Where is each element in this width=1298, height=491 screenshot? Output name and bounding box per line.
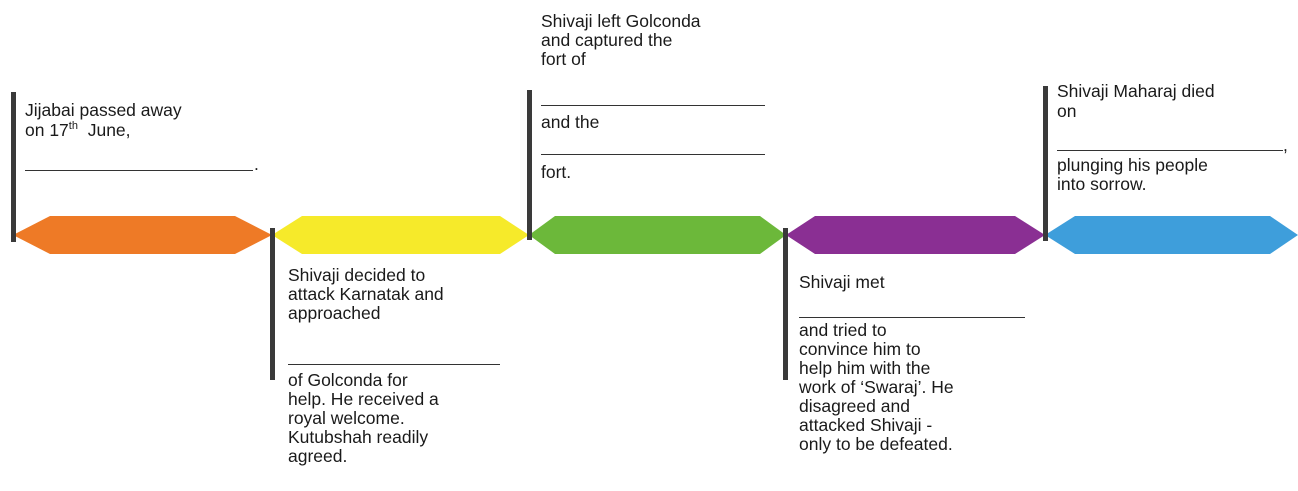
fill-in-blank — [1057, 150, 1283, 151]
event-karnatak-text-before: Shivaji decided to attack Karnatak and approached — [288, 265, 444, 323]
event-jijabai-date-prefix: on 17 — [25, 120, 69, 140]
timeline-marker-4 — [783, 228, 788, 380]
event-met-text-after: and tried to convince him to help him with the work of ‘Swaraj’. He disagreed and attacked Shivaji - only to be defeated. — [799, 320, 954, 454]
event-jijabai-date-sup: th — [68, 120, 78, 133]
fill-in-blank — [541, 105, 765, 106]
blank-end-punct: . — [254, 154, 259, 174]
fill-in-blank — [25, 170, 253, 171]
timeline-marker-2 — [270, 228, 275, 380]
event-jijabai-date-suffix: June, — [77, 120, 131, 140]
blank-end-punct: , — [1283, 135, 1288, 155]
timeline-segment-1 — [13, 216, 272, 254]
timeline-segment-4 — [786, 216, 1045, 254]
timeline-marker-3 — [527, 90, 532, 240]
event-jijabai-line1: Jijabai passed away — [25, 100, 182, 120]
timeline-segment-3 — [529, 216, 786, 254]
timeline-segment-2 — [272, 216, 529, 254]
event-died-text-after: plunging his people into sorrow. — [1057, 155, 1208, 194]
event-golconda-text-before: Shivaji left Golconda and captured the fort of — [541, 11, 701, 69]
event-died-line2: on — [1057, 101, 1077, 121]
fill-in-blank — [541, 154, 765, 155]
timeline-marker-1 — [11, 92, 16, 242]
fill-in-blank — [288, 364, 500, 365]
event-died-line1: Shivaji Maharaj died — [1057, 81, 1215, 101]
timeline-marker-5 — [1043, 86, 1048, 241]
event-jijabai-line2 — [25, 121, 131, 140]
event-golconda-text-after: fort. — [541, 162, 572, 182]
event-golconda-text-middle: and the — [541, 112, 600, 132]
fill-in-blank — [799, 317, 1025, 318]
timeline-segment-5 — [1045, 216, 1298, 254]
event-karnatak-text-after: of Golconda for help. He received a royal welcome. Kutubshah readily agreed. — [288, 370, 439, 466]
event-met-text-before: Shivaji met — [799, 272, 885, 292]
